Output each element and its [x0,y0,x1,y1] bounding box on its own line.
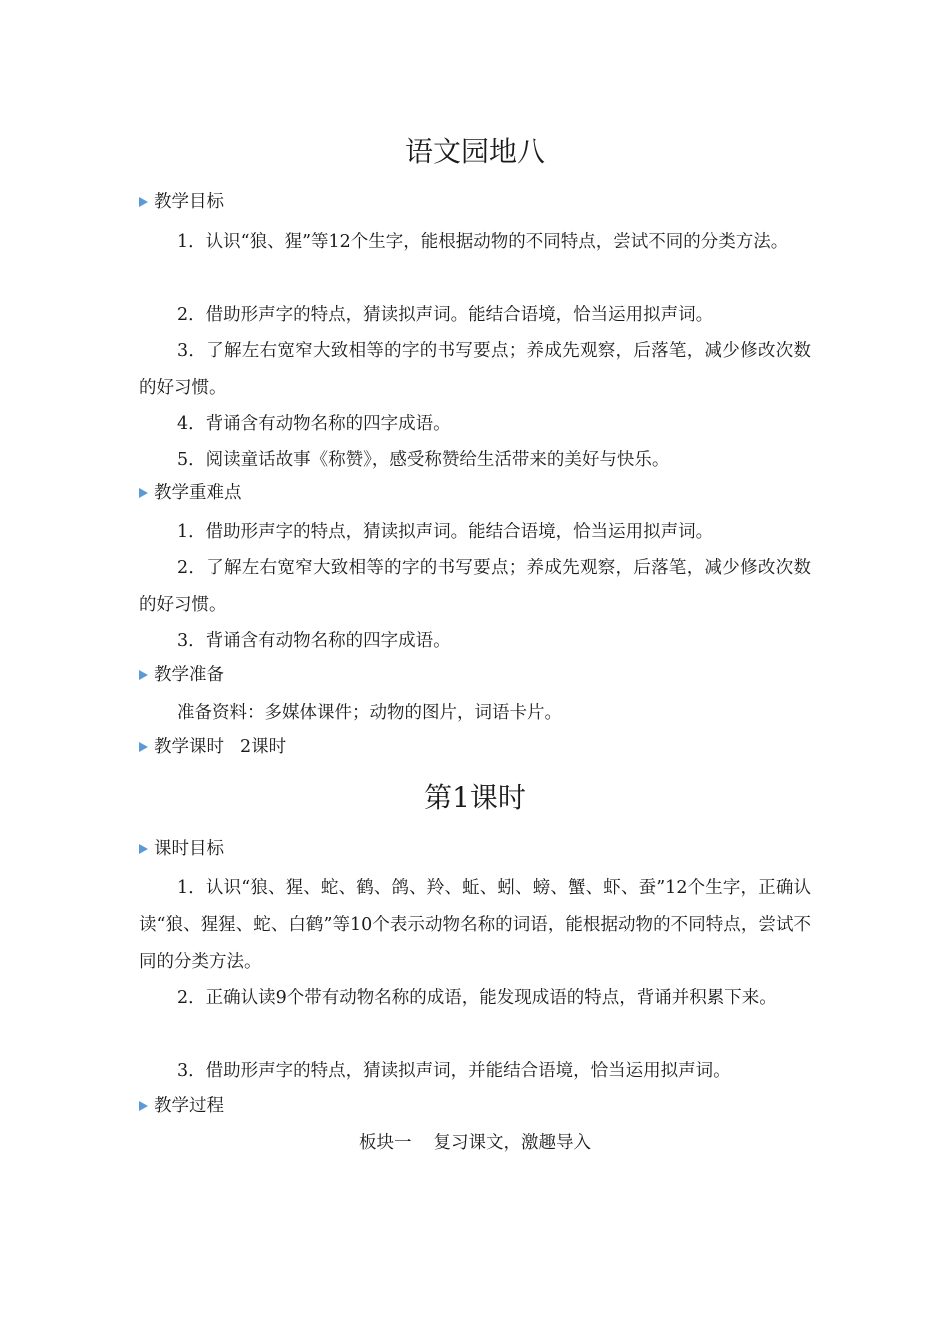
lesson-title: 第1课时 [424,781,526,814]
objective-item: 2．借助形声字的特点，猜读拟声词。能结合语境，恰当运用拟声词。 [177,305,714,325]
objective-item: 4．背诵含有动物名称的四字成语。 [177,414,451,434]
key-point-item: 2．了解左右宽窄大致相等的字的书写要点；养成先观察，后落笔，减少修改次数的好习惯。 [139,558,811,615]
key-point-item: 3．背诵含有动物名称的四字成语。 [177,631,451,651]
page-title: 语文园地八 [404,135,545,168]
triangle-bullet-icon [139,742,148,752]
objective-item: 1．认识“狼、猩”等12个生字，能根据动物的不同特点，尝试不同的分类方法。 [177,232,789,252]
periods-value: 2课时 [240,737,287,757]
lesson-goal-item: 3．借助形声字的特点，猜读拟声词，并能结合语境，恰当运用拟声词。 [177,1061,731,1081]
triangle-bullet-icon [139,844,148,854]
lesson-goal-item: 2．正确认读9个带有动物名称的成语，能发现成语的特点，背诵并积累下来。 [177,988,777,1008]
triangle-bullet-icon [139,1101,148,1111]
section-heading-process [139,1094,224,1118]
heading-label: 教学重难点 [154,483,242,503]
section-block-title [0,1131,950,1155]
preparation-text: 准备资料：多媒体课件；动物的图片，词语卡片。 [177,703,562,723]
triangle-bullet-icon [139,488,148,498]
heading-label: 课时目标 [154,839,224,859]
key-point-item: 1．借助形声字的特点，猜读拟声词。能结合语境，恰当运用拟声词。 [177,522,714,542]
block-text: 复习课文，激趣导入 [433,1133,591,1153]
objective-item: 5．阅读童话故事《称赞》，感受称赞给生活带来的美好与快乐。 [177,450,670,470]
objective-item: 3．了解左右宽窄大致相等的字的书写要点；养成先观察，后落笔，减少修改次数的好习惯。 [139,341,811,398]
section-heading-preparation [139,663,224,687]
lesson-goal-item: 1．认识“狼、猩、蛇、鹤、鸽、羚、蚯、蚓、螃、蟹、虾、蚕”12个生字，正确认读“狼、猩猩、蛇、白鹤”等10个表示动物名称的词语，能根据动物的不同特点，尝试不同的分类方法。 [139,878,811,972]
triangle-bullet-icon [139,197,148,207]
heading-label: 教学过程 [154,1096,224,1116]
section-heading-lesson-goals [139,837,224,861]
section-heading-objectives [139,190,224,214]
section-heading-periods [139,735,286,759]
section-heading-key-points [139,481,242,505]
triangle-bullet-icon [139,670,148,680]
block-label: 板块一 [359,1133,412,1153]
heading-label: 教学目标 [154,192,224,212]
heading-label: 教学准备 [154,665,224,685]
heading-label: 教学课时 [154,737,224,757]
